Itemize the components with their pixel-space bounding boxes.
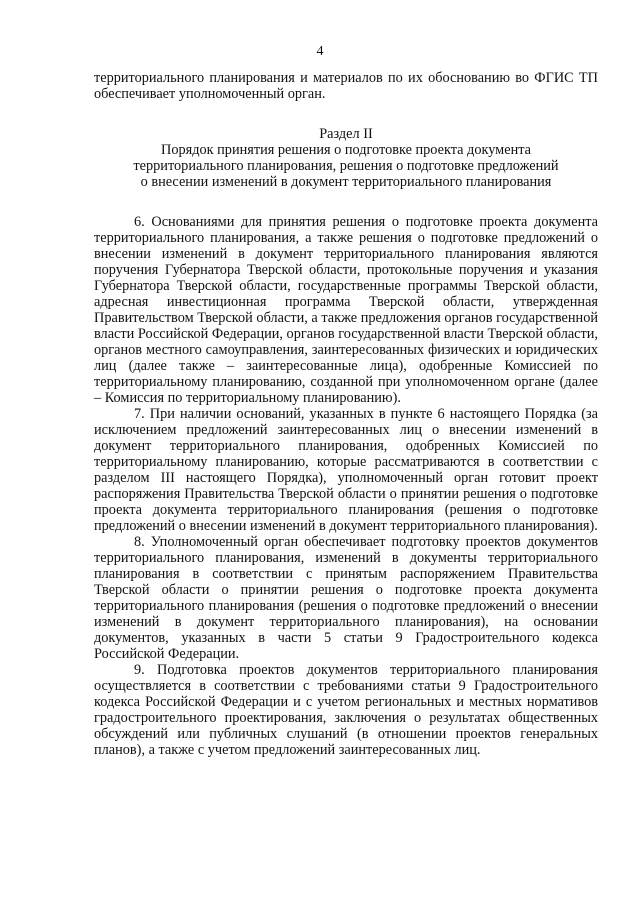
intro-paragraph: территориального планирования и материалов по их обоснованию во ФГИС ТП обеспечивает уполномоченный орган. <box>94 70 598 102</box>
section-label: Раздел II <box>319 126 373 142</box>
section-title-line-1: Порядок принятия решения о подготовке проекта документа <box>161 142 531 158</box>
section-title-line-3: о внесении изменений в документ территориального планирования <box>140 174 552 190</box>
paragraph-9: 9. Подготовка проектов документов территориального планирования осуществляется в соответствии с требованиями статьи 9 Градостроительного кодекса Российской Федерации и с учетом региональных и местных нормативов градостроительного проектирования, заключения о результатах общественных обсуждений или публичных слушаний (в отношении проектов генеральных планов), а также с учетом предложений заинтересованных лиц. <box>94 662 598 758</box>
page-number: 4 <box>316 44 324 59</box>
section-heading <box>94 126 598 190</box>
paragraph-8: 8. Уполномоченный орган обеспечивает подготовку проектов документов территориального планирования, изменений в документы территориального планирования в соответствии с принятым распоряжением Правительства Тверской области о принятии решения о подготовке проекта документа территориального планирования (решения о подготовке предложений о внесении изменений в документ территориального планирования), на основании документов, указанных в части 5 статьи 9 Градостроительного кодекса Российской Федерации. <box>94 534 598 662</box>
section-title-line-2: территориального планирования, решения о подготовке предложений <box>133 158 559 174</box>
paragraph-6: 6. Основаниями для принятия решения о подготовке проекта документа территориального планирования, а также решения о подготовке предложений о внесении изменений в документ территориального планирования являются поручения Губернатора Тверской области, протокольные поручения и указания Губернатора Тверской области, государственные программы Тверской области, адресная инвестиционная программа Тверской области, утвержденная Правительством Тверской области, а также предложения органов государственной власти Российской Федерации, органов государственной власти Тверской области, органов местного самоуправления, заинтересованных физических и юридических лиц (далее также – заинтересованные лица), одобренные Комиссией по территориальному планированию, созданной при уполномоченном органе (далее – Комиссия по территориальному планированию). <box>94 214 599 406</box>
paragraph-7: 7. При наличии оснований, указанных в пункте 6 настоящего Порядка (за исключением предложений заинтересованных лиц о внесении изменений в документ территориального планирования, одобренных Комиссией по территориальному планированию, которые рассматриваются в соответствии с разделом III настоящего Порядка), уполномоченный орган готовит проект распоряжения Правительства Тверской области о принятии решения о подготовке проекта документа территориального планирования (решения о подготовке предложений о внесении изменений в документ территориального планирования). <box>94 406 598 534</box>
document-body <box>94 70 598 758</box>
